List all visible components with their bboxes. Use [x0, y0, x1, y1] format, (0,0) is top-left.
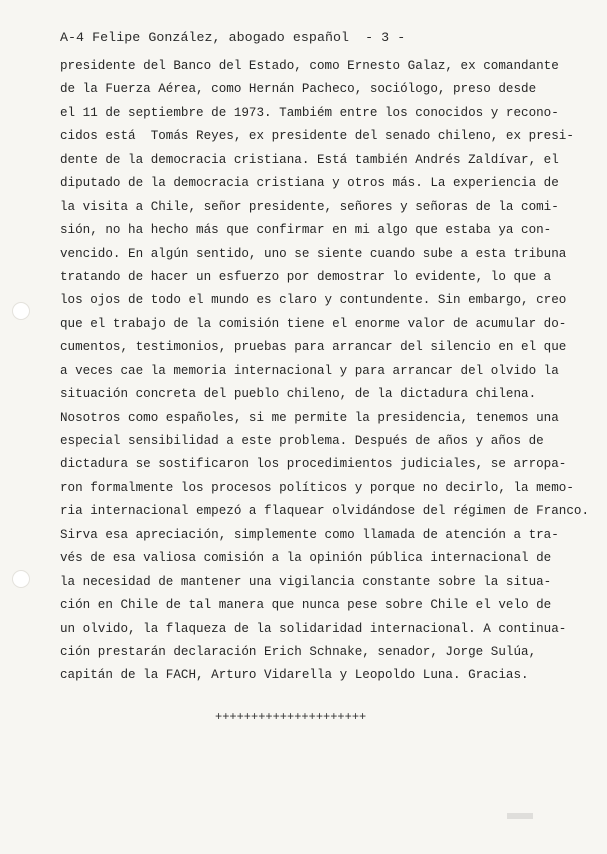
page-header: A-4 Felipe González, abogado español - 3 - — [60, 30, 406, 45]
section-separator: +++++++++++++++++++++ — [215, 710, 367, 724]
text-line: sión, no ha hecho más que confirmar en mi algo que estaba ya con- — [60, 223, 552, 238]
punch-hole — [12, 302, 30, 320]
text-line: cidos está Tomás Reyes, ex presidente del senado chileno, ex presi- — [60, 129, 574, 144]
text-line: diputado de la democracia cristiana y otros más. La experiencia de — [60, 176, 559, 191]
text-line: situación concreta del pueblo chileno, de la dictadura chilena. — [60, 387, 537, 402]
text-line: ción en Chile de tal manera que nunca pese sobre Chile el velo de — [60, 598, 552, 613]
text-line: la necesidad de mantener una vigilancia constante sobre la situa- — [60, 574, 552, 589]
text-line: el 11 de septiembre de 1973. Tambiém entre los conocidos y recono- — [60, 105, 559, 120]
text-line: Sirva esa apreciación, simplemente como llamada de atención a tra- — [60, 527, 559, 542]
text-line: ción prestarán declaración Erich Schnake, senador, Jorge Sulúa, — [60, 644, 537, 659]
document-body — [60, 55, 595, 688]
text-line: que el trabajo de la comisión tiene el enorme valor de acumular do- — [60, 316, 567, 331]
faint-stamp-mark — [507, 812, 533, 820]
text-line: vencido. En algún sentido, uno se siente cuando sube a esta tribuna — [60, 246, 567, 261]
text-line: los ojos de todo el mundo es claro y contundente. Sin embargo, creo — [60, 293, 567, 308]
text-line: presidente del Banco del Estado, como Ernesto Galaz, ex comandante — [60, 59, 559, 73]
text-line: vés de esa valiosa comisión a la opinión pública internacional de — [60, 551, 552, 566]
text-line: un olvido, la flaqueza de la solidaridad internacional. A continua- — [60, 621, 567, 636]
punch-hole — [12, 570, 30, 588]
text-line: a veces cae la memoria internacional y para arrancar del olvido la — [60, 363, 559, 378]
text-line: especial sensibilidad a este problema. Después de años y años de — [60, 434, 544, 448]
text-line: cumentos, testimonios, pruebas para arrancar del silencio en el que — [60, 340, 567, 355]
text-line: dictadura se sostificaron los procedimientos judiciales, se arropa- — [60, 457, 567, 472]
text-line: la visita a Chile, señor presidente, señores y señoras de la comi- — [60, 199, 559, 214]
text-line: capitán de la FACH, Arturo Vidarella y Leopoldo Luna. Gracias. — [60, 668, 529, 683]
text-line: dente de la democracia cristiana. Está también Andrés Zaldívar, el — [60, 152, 559, 167]
text-line: tratando de hacer un esfuerzo por demostrar lo evidente, lo que a — [60, 269, 552, 284]
text-line: ria internacional empezó a flaquear olvidándose del régimen de Franco. — [60, 504, 590, 519]
text-line: de la Fuerza Aérea, como Hernán Pacheco, sociólogo, preso desde — [60, 82, 537, 97]
text-line: Nosotros como españoles, si me permite la presidencia, tenemos una — [60, 410, 559, 425]
text-line: ron formalmente los procesos políticos y porque no decirlo, la memo- — [60, 480, 574, 495]
